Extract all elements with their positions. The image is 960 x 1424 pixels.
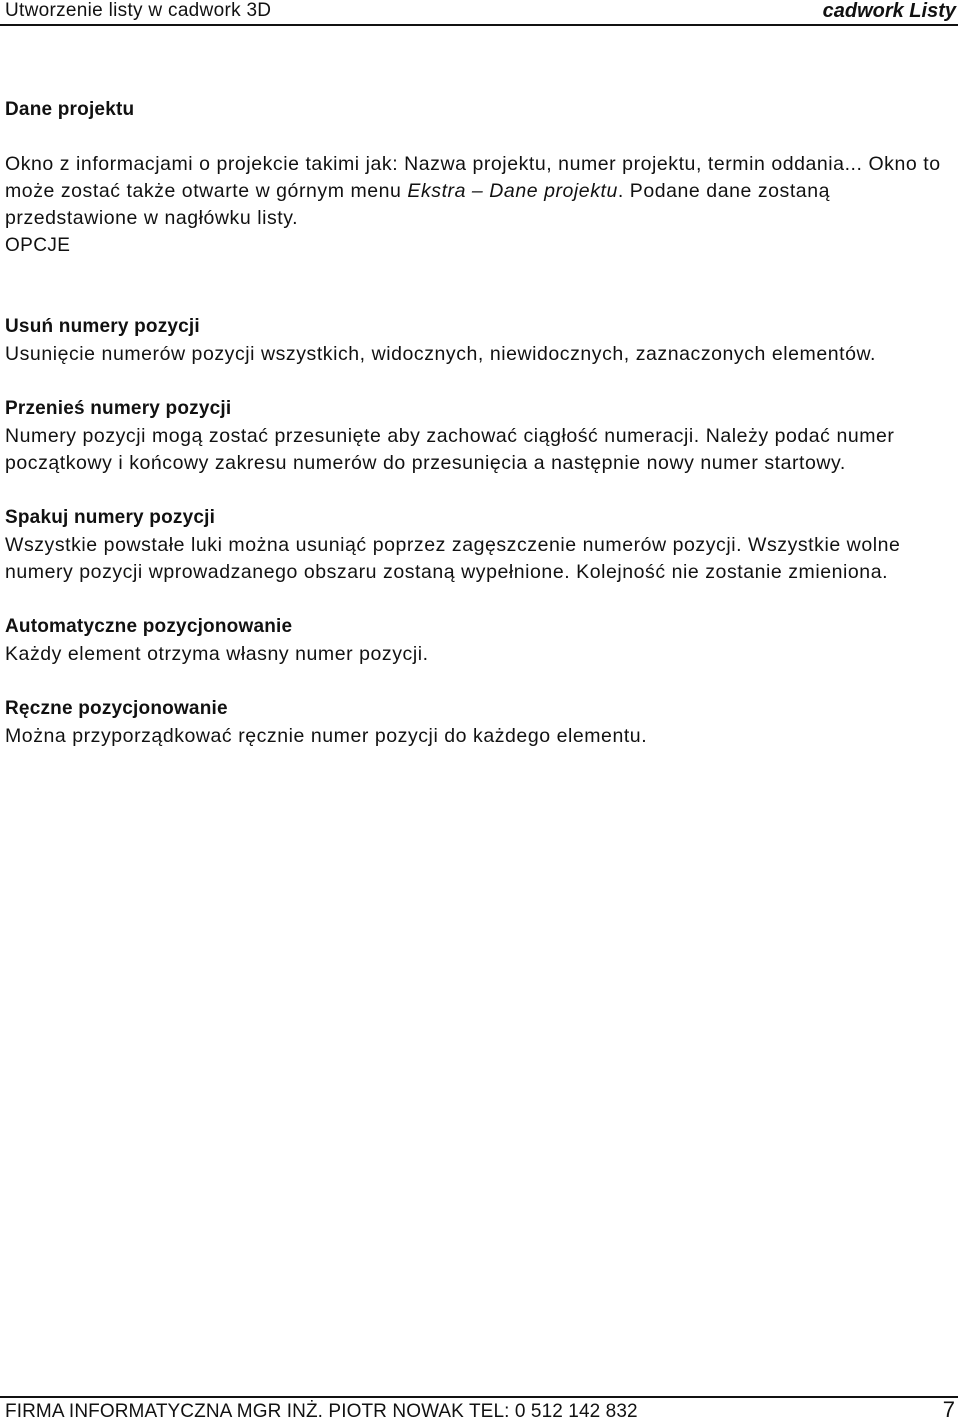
menu-path: Ekstra – Dane projektu bbox=[407, 180, 618, 202]
spacer bbox=[5, 586, 955, 613]
section-automatyczne bbox=[5, 613, 955, 668]
page-number: 7 bbox=[942, 1397, 955, 1422]
spacer bbox=[5, 368, 955, 395]
section-heading: Dane projektu bbox=[5, 99, 135, 120]
spacer bbox=[5, 668, 955, 695]
section-text bbox=[5, 151, 955, 232]
page-header bbox=[0, 0, 960, 26]
section-heading: Przenieś numery pozycji bbox=[5, 398, 232, 419]
product-title: cadwork Listy bbox=[822, 0, 956, 22]
section-usun bbox=[5, 313, 955, 368]
spacer bbox=[5, 477, 955, 504]
header-divider bbox=[0, 24, 958, 26]
section-spakuj bbox=[5, 504, 955, 586]
section-przenies bbox=[5, 395, 955, 477]
spacer bbox=[5, 286, 955, 313]
section-text: Można przyporządkować ręcznie numer pozycji do każdego elementu. bbox=[5, 725, 648, 747]
options-label: OPCJE bbox=[5, 235, 71, 256]
section-text: Każdy element otrzyma własny numer pozycji. bbox=[5, 643, 429, 665]
document-title: Utworzenie listy w cadwork 3D bbox=[5, 0, 272, 21]
section-heading: Ręczne pozycjonowanie bbox=[5, 698, 228, 719]
section-heading: Usuń numery pozycji bbox=[5, 316, 200, 337]
spacer bbox=[5, 124, 955, 151]
section-text: Usunięcie numerów pozycji wszystkich, widocznych, niewidocznych, zaznaczonych elementów. bbox=[5, 343, 877, 365]
spacer bbox=[5, 259, 955, 286]
section-text: Wszystkie powstałe luki można usuniąć poprzez zagęszczenie numerów pozycji. Wszystkie wolne numery pozycji wprowadzanego obszaru zostaną wypełnione. Kolejność nie zostanie zmieniona. bbox=[5, 534, 901, 583]
footer-divider bbox=[0, 1396, 958, 1398]
text-part: Okno z informacjami o projekcie takimi jak: Nazwa projektu, numer projektu, termin oddania... Okno to może zostać także otwarte w górnym menu bbox=[5, 153, 941, 202]
section-heading: Automatyczne pozycjonowanie bbox=[5, 616, 293, 637]
company-contact: FIRMA INFORMATYCZNA MGR INŻ. PIOTR NOWAK TEL: 0 512 142 832 bbox=[5, 1401, 638, 1422]
section-text: Numery pozycji mogą zostać przesunięte aby zachować ciągłość numeracji. Należy podać numer początkowy i końcowy zakresu numerów do przesunięcia a następnie nowy numer startowy. bbox=[5, 425, 895, 474]
section-heading: Spakuj numery pozycji bbox=[5, 507, 216, 528]
section-dane-projektu bbox=[5, 96, 955, 259]
page-content bbox=[5, 96, 955, 750]
section-reczne bbox=[5, 695, 955, 750]
text-part: . Podane dane zostaną przedstawione w nagłówku listy. bbox=[5, 180, 830, 229]
